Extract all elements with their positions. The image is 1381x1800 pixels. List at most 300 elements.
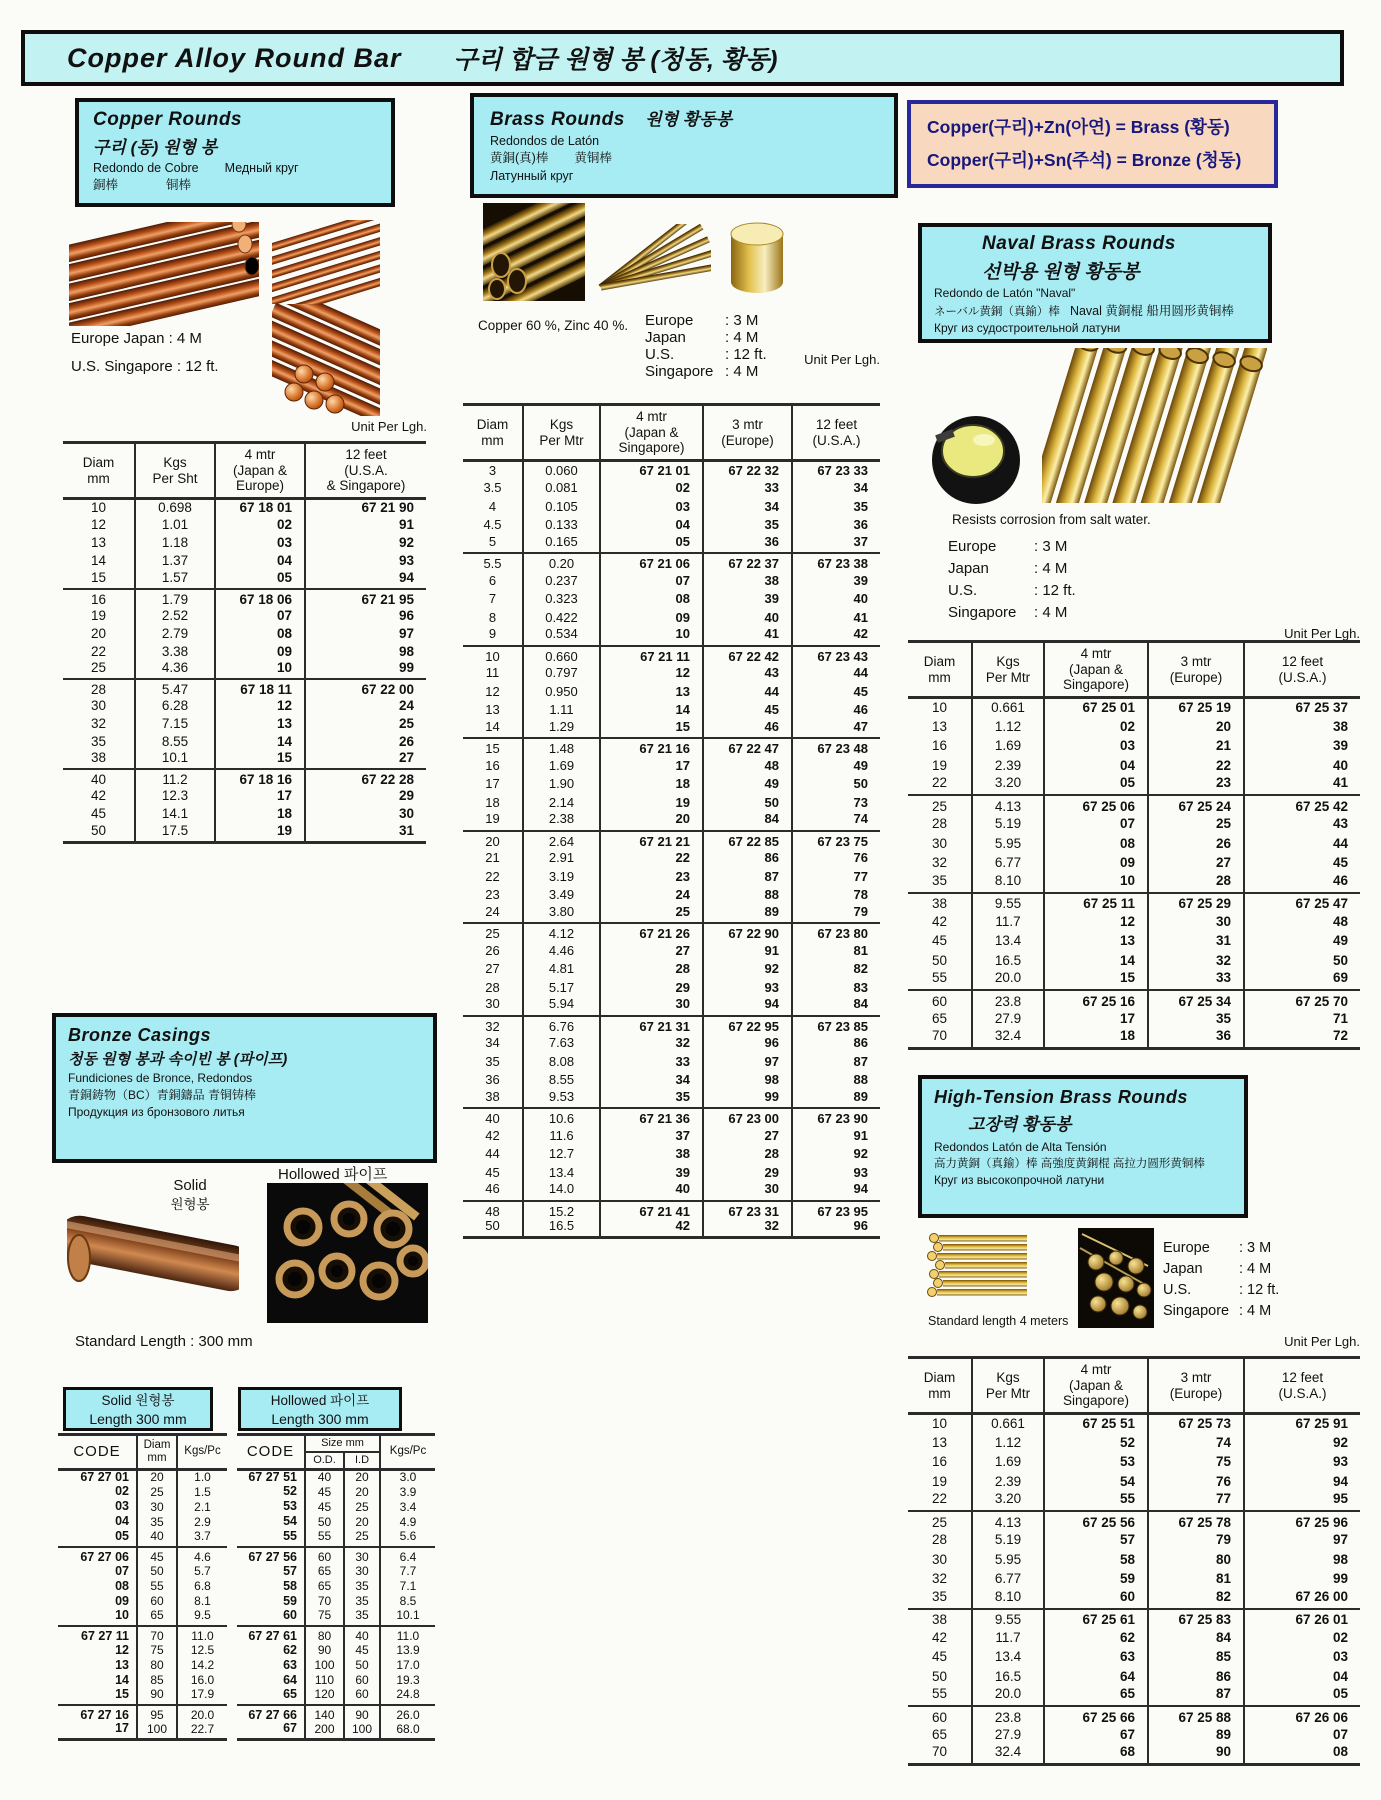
table-cell: 70 bbox=[931, 1029, 948, 1044]
copper-rods-photo bbox=[69, 222, 259, 326]
table-row bbox=[908, 737, 1360, 757]
table-cell: 26 bbox=[485, 942, 500, 958]
length-row bbox=[948, 580, 1076, 602]
table-cell: 4.81 bbox=[523, 960, 600, 979]
table-cell: 3.19 bbox=[523, 868, 600, 887]
table-cell: 31 bbox=[305, 824, 426, 843]
table-cell: 2.14 bbox=[523, 794, 600, 813]
table-cell: 9.53 bbox=[523, 1090, 600, 1109]
table-cell: 60 bbox=[344, 1673, 380, 1688]
table-cell: 0.081 bbox=[523, 479, 600, 498]
length-row bbox=[948, 602, 1076, 624]
table-cell: 42 bbox=[792, 627, 880, 646]
table-row bbox=[237, 1579, 435, 1594]
table-row bbox=[58, 1705, 227, 1722]
bronze-box-title-ko: 청동 원형 봉과 속이빈 봉 (파이프) bbox=[68, 1051, 288, 1068]
table-cell: 36 bbox=[792, 516, 880, 535]
table-row bbox=[463, 1090, 880, 1109]
table-cell: 17 bbox=[600, 757, 703, 776]
table-cell: 1.12 bbox=[972, 717, 1044, 737]
table-cell: 09 bbox=[1044, 854, 1148, 874]
table-cell: 45 bbox=[792, 683, 880, 702]
table-cell: 5.95 bbox=[972, 1550, 1044, 1570]
table-cell: 45 bbox=[137, 1547, 177, 1564]
table-cell: 28 bbox=[600, 960, 703, 979]
table-cell: 67 22 28 bbox=[305, 769, 426, 787]
table-cell: 67 22 32 bbox=[703, 461, 792, 480]
table-cell: 31 bbox=[1148, 932, 1244, 952]
table-cell: 7.63 bbox=[523, 1034, 600, 1053]
table-row bbox=[237, 1564, 435, 1579]
table-cell: 21 bbox=[485, 850, 500, 866]
table-cell: 15 bbox=[463, 738, 523, 757]
table-cell: 3.20 bbox=[972, 1492, 1044, 1512]
table-cell: 27 bbox=[600, 942, 703, 961]
table-cell: 98 bbox=[1244, 1550, 1360, 1570]
table-cell: 67 21 26 bbox=[600, 923, 703, 942]
table-cell: 67 21 21 bbox=[600, 831, 703, 850]
table-cell: 40 bbox=[1244, 756, 1360, 776]
table-cell: 1.01 bbox=[135, 517, 215, 535]
table-cell: 65 bbox=[137, 1609, 177, 1626]
table-cell: 65 bbox=[931, 1011, 948, 1027]
table-cell: 14.0 bbox=[523, 1182, 600, 1201]
solid-head-line2: Length 300 mm bbox=[89, 1410, 187, 1427]
table-cell: 22 bbox=[1148, 756, 1244, 776]
bronze-hollowed-pipes-photo bbox=[267, 1183, 428, 1323]
table-cell: 67 27 16 bbox=[58, 1705, 137, 1722]
length-value: : 12 ft. bbox=[1034, 582, 1076, 599]
table-cell: 3.9 bbox=[380, 1485, 435, 1500]
table-cell: 89 bbox=[792, 1090, 880, 1109]
table-cell: 27 bbox=[1148, 854, 1244, 874]
table-row bbox=[463, 1145, 880, 1164]
table-row bbox=[58, 1564, 227, 1579]
table-cell: 04 bbox=[1044, 756, 1148, 776]
table-row bbox=[237, 1705, 435, 1722]
bronze-solid-rod-photo bbox=[67, 1186, 239, 1322]
table-cell: 67 25 96 bbox=[1244, 1511, 1360, 1531]
table-cell: 49 bbox=[703, 775, 792, 794]
copper-box-jp-cn bbox=[93, 178, 377, 192]
table-cell: 02 bbox=[1044, 717, 1148, 737]
naval-lengths bbox=[948, 536, 1076, 624]
table-cell: 80 bbox=[137, 1658, 177, 1673]
table-cell: 67 25 34 bbox=[1148, 990, 1244, 1010]
table-row bbox=[908, 1589, 1360, 1609]
table-cell: 9.55 bbox=[972, 893, 1044, 913]
column-header: Kgs/Pc bbox=[177, 1435, 227, 1470]
table-cell: 91 bbox=[792, 1127, 880, 1146]
table-cell: 44 bbox=[1244, 834, 1360, 854]
table-row bbox=[63, 499, 426, 517]
copper-length-europe-japan: Europe Japan : 4 M bbox=[71, 330, 202, 347]
brass-box-cn: 黄铜棒 bbox=[574, 151, 612, 166]
table-cell: 52 bbox=[1044, 1433, 1148, 1453]
table-cell: 27.9 bbox=[972, 1010, 1044, 1030]
table-cell: 15 bbox=[600, 720, 703, 739]
table-cell: 19 bbox=[931, 1473, 948, 1489]
length-region: Japan bbox=[645, 329, 686, 346]
table-cell: 12 bbox=[90, 517, 107, 533]
table-cell: 67 23 43 bbox=[792, 646, 880, 665]
table-cell: 3.4 bbox=[380, 1500, 435, 1515]
table-row bbox=[463, 1127, 880, 1146]
naval-box-ru: Круг из судостроительной латуни bbox=[934, 321, 1121, 336]
table-cell: 12 bbox=[1044, 912, 1148, 932]
table-cell: 19 bbox=[600, 794, 703, 813]
table-cell: 28 bbox=[485, 979, 500, 995]
table-cell: 8.5 bbox=[380, 1594, 435, 1609]
table-cell: 39 bbox=[703, 590, 792, 609]
table-cell: 14 bbox=[215, 733, 305, 751]
table-cell: 67 25 61 bbox=[1044, 1609, 1148, 1629]
table-row bbox=[463, 1016, 880, 1035]
table-cell: 18 bbox=[600, 775, 703, 794]
table-cell: 45 bbox=[305, 1485, 344, 1500]
table-cell: 13 bbox=[1044, 932, 1148, 952]
table-row bbox=[908, 971, 1360, 991]
table-cell: 10.1 bbox=[380, 1609, 435, 1626]
naval-brass-rods-photo bbox=[1042, 348, 1267, 503]
table-cell: 0.797 bbox=[523, 664, 600, 683]
table-cell: 76 bbox=[1148, 1472, 1244, 1492]
table-row bbox=[237, 1673, 435, 1688]
length-row bbox=[645, 346, 767, 363]
table-cell: 38 bbox=[908, 1609, 972, 1629]
ht-table-grid bbox=[908, 1356, 1360, 1766]
table-cell: 48 bbox=[703, 757, 792, 776]
table-cell: 2.64 bbox=[523, 831, 600, 850]
table-cell: 30 bbox=[931, 835, 948, 851]
table-cell: 02 bbox=[115, 1484, 129, 1499]
alloy-formula-box bbox=[907, 100, 1278, 188]
table-cell: 87 bbox=[703, 868, 792, 887]
table-cell: 74 bbox=[1148, 1433, 1244, 1453]
brass-rounds-box bbox=[470, 93, 898, 198]
table-cell: 1.12 bbox=[972, 1433, 1044, 1453]
table-cell: 50 bbox=[305, 1515, 344, 1530]
table-cell: 25 bbox=[600, 905, 703, 924]
table-cell: 18 bbox=[485, 794, 500, 810]
table-row bbox=[908, 1745, 1360, 1765]
table-cell: 67 25 19 bbox=[1148, 698, 1244, 718]
table-cell: 22 bbox=[931, 1491, 948, 1507]
table-row bbox=[908, 834, 1360, 854]
table-cell: 1.69 bbox=[972, 737, 1044, 757]
table-cell: 40 bbox=[792, 590, 880, 609]
ht-box-es: Redondos Latón de Alta Tensión bbox=[934, 1140, 1107, 1154]
table-cell: 05 bbox=[600, 535, 703, 554]
ht-lengths bbox=[1163, 1238, 1279, 1322]
table-cell: 67 23 31 bbox=[703, 1201, 792, 1220]
table-cell: 92 bbox=[792, 1145, 880, 1164]
table-cell: 6.76 bbox=[523, 1016, 600, 1035]
table-cell: 34 bbox=[703, 498, 792, 517]
column-header: CODE bbox=[237, 1435, 305, 1470]
table-cell: 43 bbox=[703, 664, 792, 683]
table-row bbox=[908, 1570, 1360, 1590]
table-cell: 13.4 bbox=[972, 932, 1044, 952]
table-cell: 50 bbox=[1244, 951, 1360, 971]
table-cell: 28 bbox=[703, 1145, 792, 1164]
table-cell: 6.77 bbox=[972, 854, 1044, 874]
copper-length-us-singapore: U.S. Singapore : 12 ft. bbox=[71, 358, 219, 375]
table-row bbox=[463, 516, 880, 535]
table-cell: 67 22 37 bbox=[703, 553, 792, 572]
table-row bbox=[463, 1201, 880, 1220]
table-cell: 67 21 41 bbox=[600, 1201, 703, 1220]
copper-thin-rods-photo bbox=[272, 220, 380, 304]
table-cell: 23 bbox=[485, 887, 500, 903]
table-cell: 86 bbox=[1148, 1667, 1244, 1687]
length-row bbox=[948, 536, 1076, 558]
table-cell: 92 bbox=[703, 960, 792, 979]
table-cell: 10 bbox=[463, 646, 523, 665]
table-cell: 65 bbox=[305, 1579, 344, 1594]
table-cell: 43 bbox=[1244, 815, 1360, 835]
table-row bbox=[908, 756, 1360, 776]
table-cell: 05 bbox=[1044, 776, 1148, 796]
copper-bundle-photo bbox=[272, 304, 380, 416]
naval-box-title-ko: 선박용 원형 황동봉 bbox=[982, 262, 1140, 283]
table-row bbox=[58, 1470, 227, 1485]
table-cell: 67 21 01 bbox=[600, 461, 703, 480]
table-cell: 6.4 bbox=[380, 1547, 435, 1564]
table-cell: 20.0 bbox=[972, 1687, 1044, 1707]
table-cell: 25 bbox=[305, 715, 426, 733]
naval-unit-label: Unit Per Lgh. bbox=[1284, 626, 1360, 641]
table-cell: 58 bbox=[1044, 1550, 1148, 1570]
table-row bbox=[237, 1485, 435, 1500]
hollowed-table-header-box bbox=[238, 1387, 402, 1431]
table-cell: 1.37 bbox=[135, 553, 215, 571]
column-header: 4 mtr (Japan & Singapore) bbox=[1044, 1358, 1148, 1414]
table-row bbox=[463, 1108, 880, 1127]
table-cell: 9 bbox=[488, 627, 497, 642]
table-cell: 65 bbox=[305, 1564, 344, 1579]
copper-table-grid bbox=[63, 441, 426, 844]
table-cell: 70 bbox=[305, 1594, 344, 1609]
table-cell: 29 bbox=[703, 1164, 792, 1183]
column-header: 12 feet (U.S.A.) bbox=[1244, 1358, 1360, 1414]
table-cell: 67 23 95 bbox=[792, 1201, 880, 1220]
table-cell: 82 bbox=[792, 960, 880, 979]
table-cell: 67 21 90 bbox=[305, 499, 426, 517]
length-value: : 4 M bbox=[1239, 1303, 1272, 1319]
table-cell: 60 bbox=[305, 1547, 344, 1564]
table-cell: 0.661 bbox=[972, 698, 1044, 718]
copper-box-es-ru bbox=[93, 161, 377, 175]
length-region: Europe bbox=[1163, 1240, 1210, 1256]
table-row bbox=[463, 812, 880, 831]
bronze-hollowed-table-grid bbox=[237, 1433, 435, 1741]
table-row bbox=[908, 912, 1360, 932]
table-row bbox=[908, 1472, 1360, 1492]
table-row bbox=[58, 1579, 227, 1594]
brass-composition-note: Copper 60 %, Zinc 40 %. bbox=[478, 318, 629, 333]
table-row bbox=[463, 461, 880, 480]
table-cell: 5.7 bbox=[177, 1564, 227, 1579]
table-cell: 13 bbox=[215, 715, 305, 733]
table-cell: 45 bbox=[305, 1500, 344, 1515]
table-cell: 67 25 88 bbox=[1148, 1706, 1244, 1726]
table-cell: 84 bbox=[792, 997, 880, 1016]
table-cell: 2.39 bbox=[972, 756, 1044, 776]
table-cell: 67 27 56 bbox=[237, 1547, 305, 1564]
table-cell: 75 bbox=[137, 1643, 177, 1658]
table-row bbox=[908, 815, 1360, 835]
formula-brass: Copper(구리)+Zn(아연) = Brass (황동) bbox=[927, 116, 1230, 137]
table-cell: 05 bbox=[115, 1529, 129, 1543]
table-cell: 11.6 bbox=[523, 1127, 600, 1146]
table-row bbox=[63, 788, 426, 806]
naval-corrosion-note: Resists corrosion from salt water. bbox=[952, 512, 1151, 527]
table-row bbox=[908, 776, 1360, 796]
table-row bbox=[237, 1515, 435, 1530]
table-row bbox=[463, 590, 880, 609]
table-cell: 16.5 bbox=[523, 1219, 600, 1238]
table-cell: 12.7 bbox=[523, 1145, 600, 1164]
high-tension-brass-box bbox=[918, 1075, 1248, 1218]
table-cell: 24.8 bbox=[380, 1688, 435, 1705]
table-cell: 1.57 bbox=[135, 571, 215, 589]
table-cell: 44 bbox=[485, 1146, 500, 1162]
table-cell: 57 bbox=[1044, 1531, 1148, 1551]
table-cell: 16 bbox=[931, 1454, 948, 1470]
table-cell: 30 bbox=[485, 997, 500, 1012]
bronze-box-jp: 青銅鋳物（BC）青銅鑄品 青铜铸棒 bbox=[68, 1087, 257, 1102]
table-cell: 15 bbox=[90, 570, 107, 585]
table-cell: 40 bbox=[305, 1470, 344, 1485]
table-cell: 88 bbox=[703, 886, 792, 905]
table-cell: 6 bbox=[488, 572, 497, 588]
table-cell: 25 bbox=[90, 660, 107, 675]
table-cell: 49 bbox=[792, 757, 880, 776]
table-cell: 25 bbox=[1148, 815, 1244, 835]
table-row bbox=[908, 1706, 1360, 1726]
table-cell: 20 bbox=[344, 1485, 380, 1500]
table-cell: 67 25 83 bbox=[1148, 1609, 1244, 1629]
table-cell: 35 bbox=[600, 1090, 703, 1109]
table-cell: 16.0 bbox=[177, 1673, 227, 1688]
table-cell: 21 bbox=[1148, 737, 1244, 757]
length-value: : 3 M bbox=[725, 312, 759, 329]
page-title: Copper Alloy Round Bar bbox=[67, 42, 402, 73]
brass-table-grid bbox=[463, 403, 880, 1239]
table-cell: 8.08 bbox=[523, 1053, 600, 1072]
table-cell: 64 bbox=[1044, 1667, 1148, 1687]
table-cell: 6.8 bbox=[177, 1579, 227, 1594]
table-cell: 67 23 80 bbox=[792, 923, 880, 942]
table-cell: 55 bbox=[283, 1529, 297, 1543]
table-row bbox=[63, 625, 426, 643]
table-cell: 65 bbox=[931, 1727, 948, 1743]
table-row bbox=[463, 1071, 880, 1090]
table-cell: 30 bbox=[344, 1564, 380, 1579]
table-cell: 08 bbox=[600, 590, 703, 609]
table-cell: 67 23 38 bbox=[792, 553, 880, 572]
table-cell: 40 bbox=[137, 1530, 177, 1547]
table-cell: 3.80 bbox=[523, 905, 600, 924]
table-cell: 67 25 51 bbox=[1044, 1414, 1148, 1434]
brass-unit-label: Unit Per Lgh. bbox=[804, 352, 880, 367]
table-row bbox=[58, 1626, 227, 1643]
table-cell: 80 bbox=[305, 1626, 344, 1643]
table-cell: 41 bbox=[703, 627, 792, 646]
table-row bbox=[237, 1658, 435, 1673]
table-row bbox=[63, 715, 426, 733]
hollowed-label: Hollowed 파이프 bbox=[278, 1166, 388, 1183]
column-header: CODE bbox=[58, 1435, 137, 1470]
table-row bbox=[237, 1722, 435, 1740]
table-cell: 33 bbox=[600, 1053, 703, 1072]
table-cell: 97 bbox=[703, 1053, 792, 1072]
table-cell: 60 bbox=[137, 1594, 177, 1609]
table-cell: 8.1 bbox=[177, 1594, 227, 1609]
table-cell: 8.55 bbox=[523, 1071, 600, 1090]
table-cell: 35 bbox=[344, 1609, 380, 1626]
table-row bbox=[908, 1414, 1360, 1434]
table-cell: 2.79 bbox=[135, 625, 215, 643]
table-cell: 38 bbox=[908, 893, 972, 913]
table-cell: 12 bbox=[485, 683, 500, 699]
table-cell: 32 bbox=[931, 1571, 948, 1587]
naval-brass-coil-photo bbox=[928, 408, 1028, 508]
table-cell: 39 bbox=[600, 1164, 703, 1183]
table-row bbox=[463, 1053, 880, 1072]
table-cell: 07 bbox=[1044, 815, 1148, 835]
table-cell: 03 bbox=[1244, 1648, 1360, 1668]
table-cell: 40 bbox=[703, 609, 792, 628]
table-cell: 20 bbox=[600, 812, 703, 831]
table-cell: 34 bbox=[485, 1035, 500, 1051]
table-cell: 30 bbox=[1148, 912, 1244, 932]
table-cell: 14.1 bbox=[135, 806, 215, 824]
table-cell: 1.18 bbox=[135, 535, 215, 553]
table-cell: 11.0 bbox=[177, 1626, 227, 1643]
table-row bbox=[908, 1010, 1360, 1030]
table-cell: 27 bbox=[703, 1127, 792, 1146]
table-cell: 76 bbox=[792, 849, 880, 868]
table-cell: 67 25 42 bbox=[1244, 795, 1360, 815]
table-row bbox=[463, 997, 880, 1016]
table-cell: 4.13 bbox=[972, 1511, 1044, 1531]
table-cell: 15 bbox=[115, 1688, 129, 1701]
table-cell: 67 25 16 bbox=[1044, 990, 1148, 1010]
table-cell: 57 bbox=[283, 1563, 297, 1578]
table-cell: 54 bbox=[1044, 1472, 1148, 1492]
length-row bbox=[645, 312, 767, 329]
table-cell: 34 bbox=[792, 479, 880, 498]
table-cell: 90 bbox=[344, 1705, 380, 1722]
table-cell: 5.17 bbox=[523, 979, 600, 998]
table-row bbox=[58, 1530, 227, 1547]
table-cell: 12.5 bbox=[177, 1643, 227, 1658]
hollow-head-line2: Length 300 mm bbox=[271, 1410, 369, 1427]
table-cell: 84 bbox=[703, 812, 792, 831]
table-cell: 25 bbox=[344, 1530, 380, 1547]
table-cell: 67 22 42 bbox=[703, 646, 792, 665]
length-value: : 4 M bbox=[725, 363, 759, 380]
table-cell: 86 bbox=[792, 1034, 880, 1053]
table-cell: 26 bbox=[305, 733, 426, 751]
table-cell: 67 bbox=[1044, 1726, 1148, 1746]
length-value: : 4 M bbox=[1034, 560, 1068, 577]
table-cell: 13 bbox=[90, 535, 107, 551]
table-cell: 55 bbox=[931, 1686, 948, 1702]
table-row bbox=[63, 806, 426, 824]
